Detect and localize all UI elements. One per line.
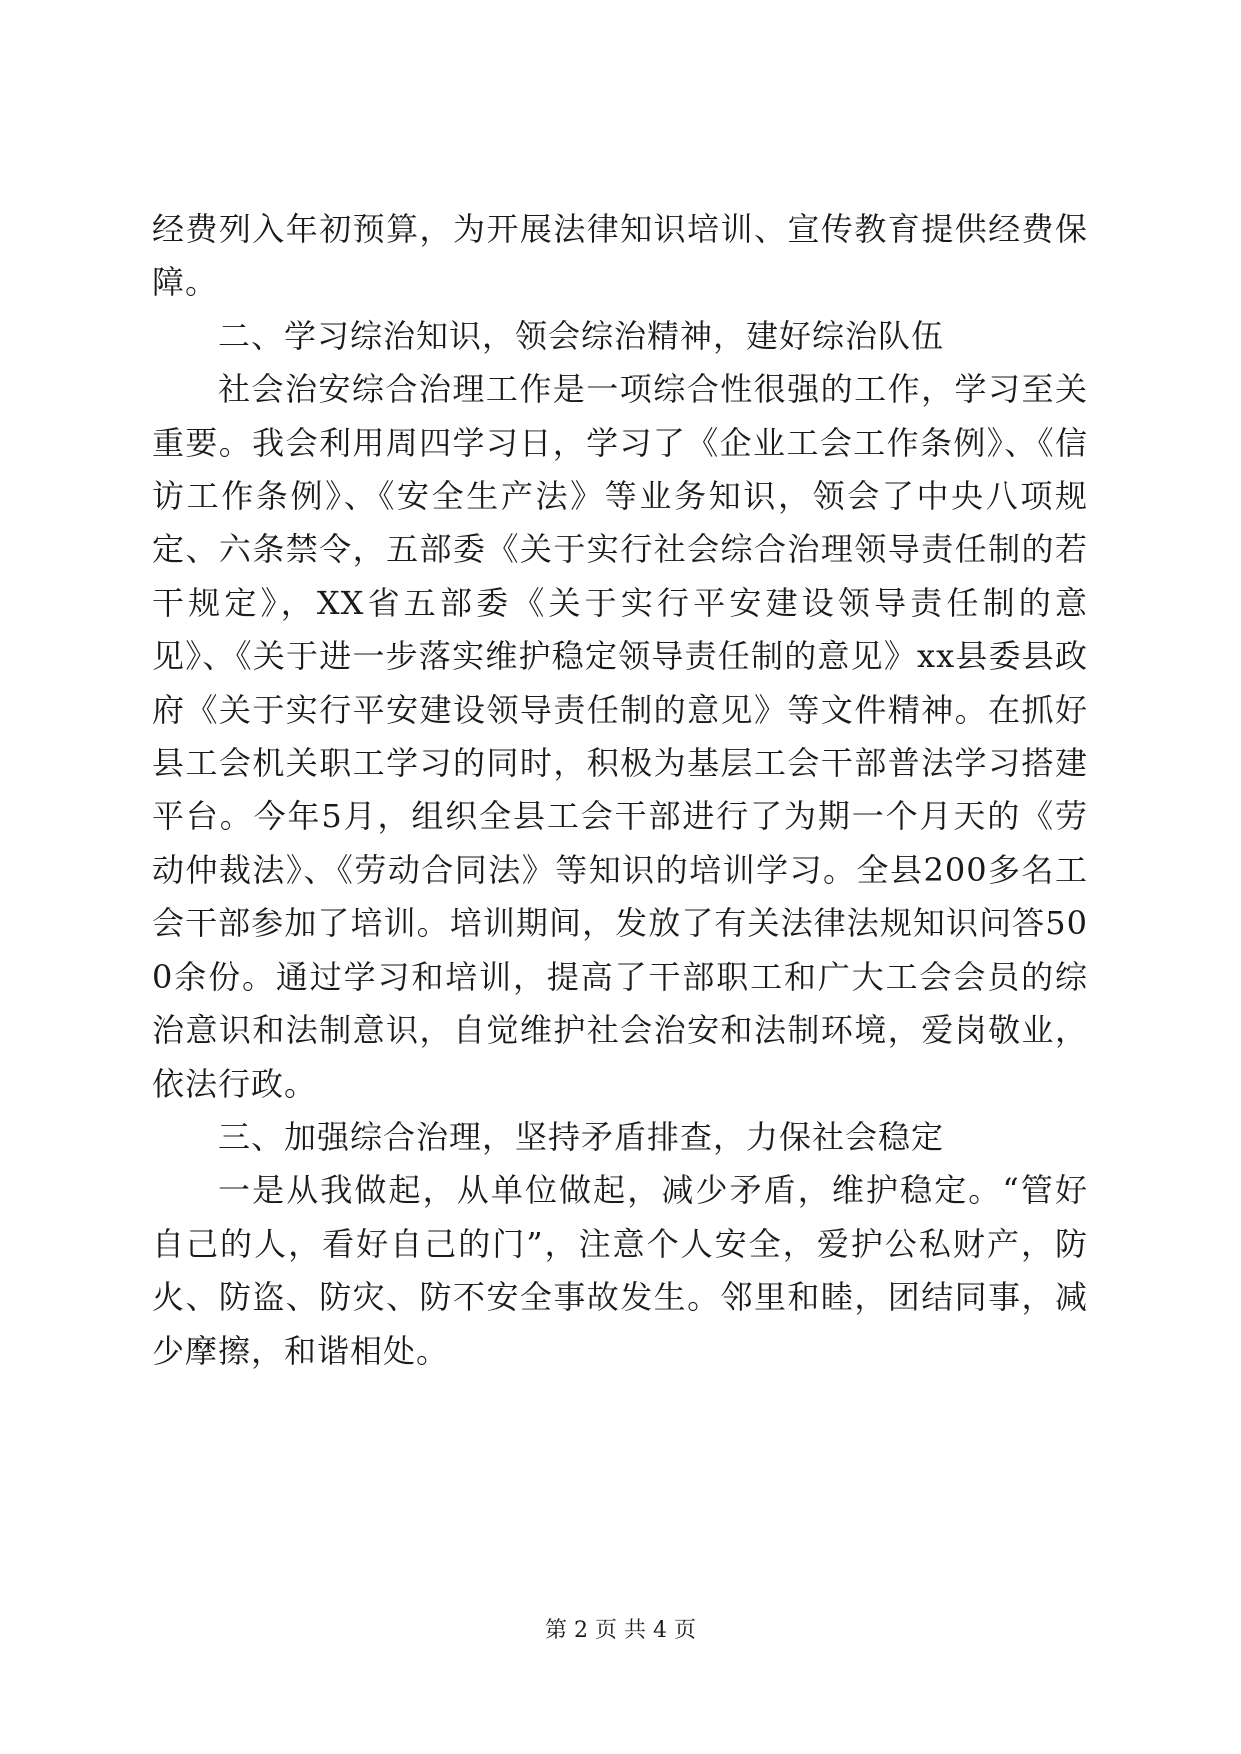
document-body	[152, 203, 1088, 1378]
page-footer: 第 2 页 共 4 页	[545, 1618, 696, 1643]
section-heading-3: 三、加强综合治理，坚持矛盾排查，力保社会稳定	[218, 1117, 945, 1156]
paragraph-study: 社会治安综合治理工作是一项综合性很强的工作，学习至关重要。我会利用周四学习日，学习了《企业工会工作条例》、《信访工作条例》、《安全生产法》等业务知识，领会了中央八项规定、六条禁令，五部委《关于实行社会综合治理领导责任制的若干规定》，XX省五部委《关于实行平安建设领导责任制的意见》、《关于进一步落实维护稳定领导责任制的意见》xx县委县政府《关于实行平安建设领导责任制的意见》等文件精神。在抓好县工会机关职工学习的同时，积极为基层工会干部普法学习搭建平台。今年5月，组织全县工会干部进行了为期一个月天的《劳动仲裁法》、《劳动合同法》等知识的培训学习。全县200多名工会干部参加了培训。培训期间，发放了有关法律法规知识问答500余份。通过学习和培训，提高了干部职工和广大工会会员的综治意识和法制意识，自觉维护社会治安和法制环境，爱岗敬业，依法行政。	[152, 370, 1088, 1103]
paragraph-budget: 经费列入年初预算，为开展法律知识培训、宣传教育提供经费保障。	[152, 210, 1088, 302]
section-heading-2: 二、学习综治知识，领会综治精神，建好综治队伍	[218, 316, 945, 355]
paragraph-stability: 一是从我做起，从单位做起，减少矛盾，维护稳定。“管好自己的人，看好自己的门”，注意个人安全，爱护公私财产，防火、防盗、防灾、防不安全事故发生。邻里和睦，团结同事，减少摩擦，和谐相处。	[152, 1171, 1088, 1370]
